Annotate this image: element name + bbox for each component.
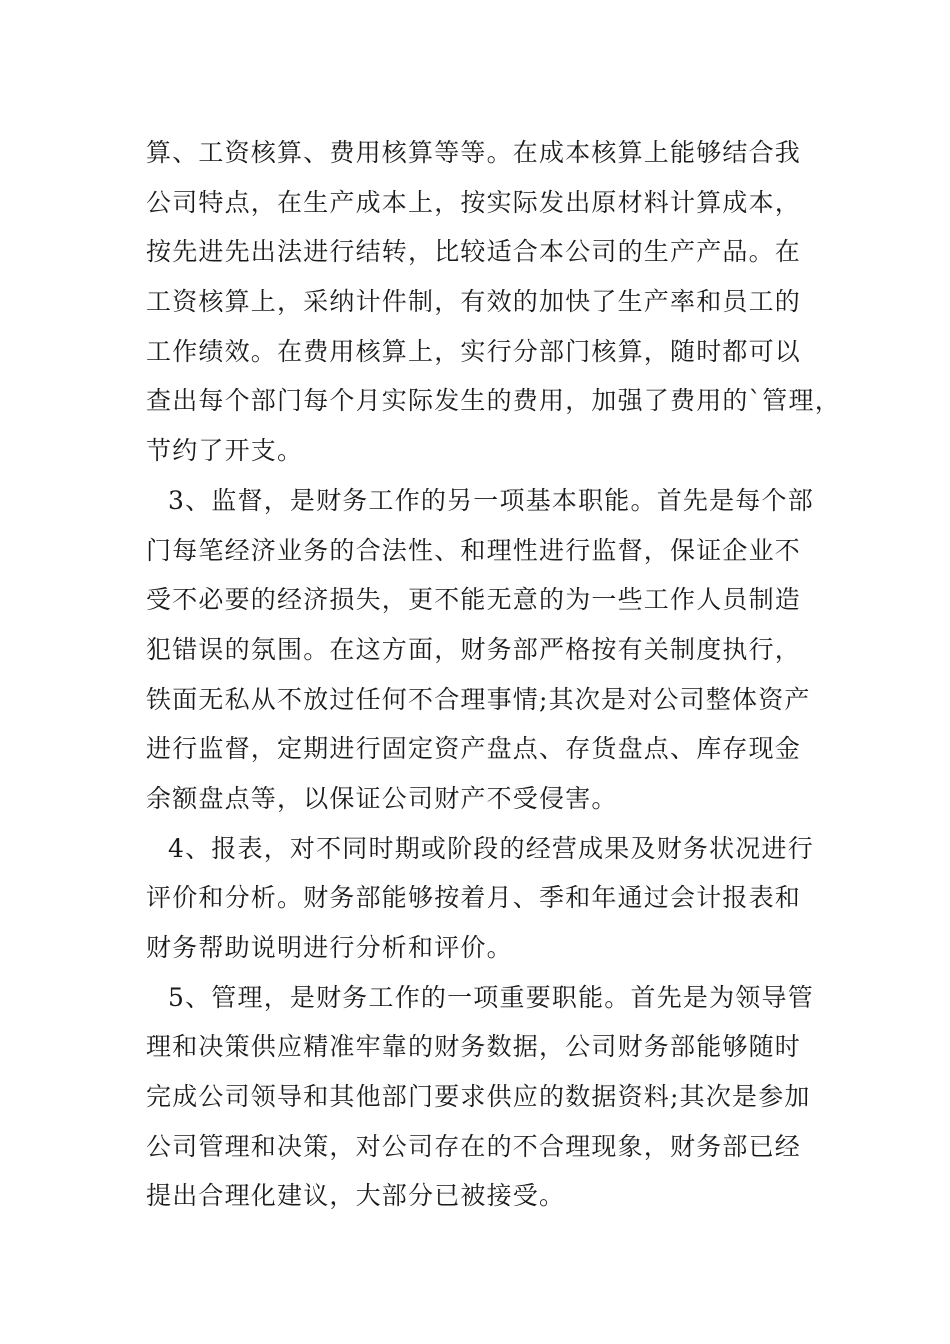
text-line: 进行监督，定期进行固定资产盘点、存货盘点、库存现金 (146, 734, 802, 764)
text-line: 查出每个部门每个月实际发生的费用，加强了费用的`管理， (146, 386, 841, 416)
text-line: 铁面无私从不放过任何不合理事情;其次是对公司整体资产 (146, 684, 811, 714)
paragraph-3-start: 3、监督，是财务工作的另一项基本职能。首先是每个部 (168, 485, 814, 515)
text-line: 工作绩效。在费用核算上，实行分部门核算，随时都可以 (146, 336, 802, 366)
text-line: 算、工资核算、费用核算等等。在成本核算上能够结合我 (146, 138, 802, 167)
text-line: 公司管理和决策，对公司存在的不合理现象，财务部已经 (146, 1131, 802, 1161)
text-line: 提出合理化建议，大部分已被接受。 (146, 1181, 566, 1211)
text-line: 工资核算上，采纳计件制，有效的加快了生产率和员工的 (146, 287, 802, 317)
text-line: 按先进先出法进行结转，比较适合本公司的生产产品。在 (146, 237, 802, 267)
text-line: 完成公司领导和其他部门要求供应的数据资料;其次是参加 (146, 1082, 811, 1112)
text-line: 公司特点，在生产成本上，按实际发出原材料计算成本， (146, 187, 802, 217)
text-line: 犯错误的氛围。在这方面，财务部严格按有关制度执行， (146, 634, 802, 664)
text-line: 财务帮助说明进行分析和评价。 (146, 933, 513, 962)
text-line: 评价和分析。财务部能够按着月、季和年通过会计报表和 (146, 883, 802, 913)
text-line: 余额盘点等，以保证公司财产不受侵害。 (146, 783, 618, 813)
text-line: 理和决策供应精准牢靠的财务数据，公司财务部能够随时 (146, 1032, 802, 1062)
paragraph-4-start: 4、报表，对不同时期或阶段的经营成果及财务状况进行 (168, 833, 814, 863)
text-line: 受不必要的经济损失，更不能无意的为一些工作人员制造 (146, 585, 802, 615)
paragraph-5-start: 5、管理，是财务工作的一项重要职能。首先是为领导管 (168, 982, 814, 1012)
text-line: 门每笔经济业务的合法性、和理性进行监督，保证企业不 (146, 535, 802, 565)
document-body (146, 128, 841, 1221)
text-line: 节约了开支。 (146, 436, 304, 466)
